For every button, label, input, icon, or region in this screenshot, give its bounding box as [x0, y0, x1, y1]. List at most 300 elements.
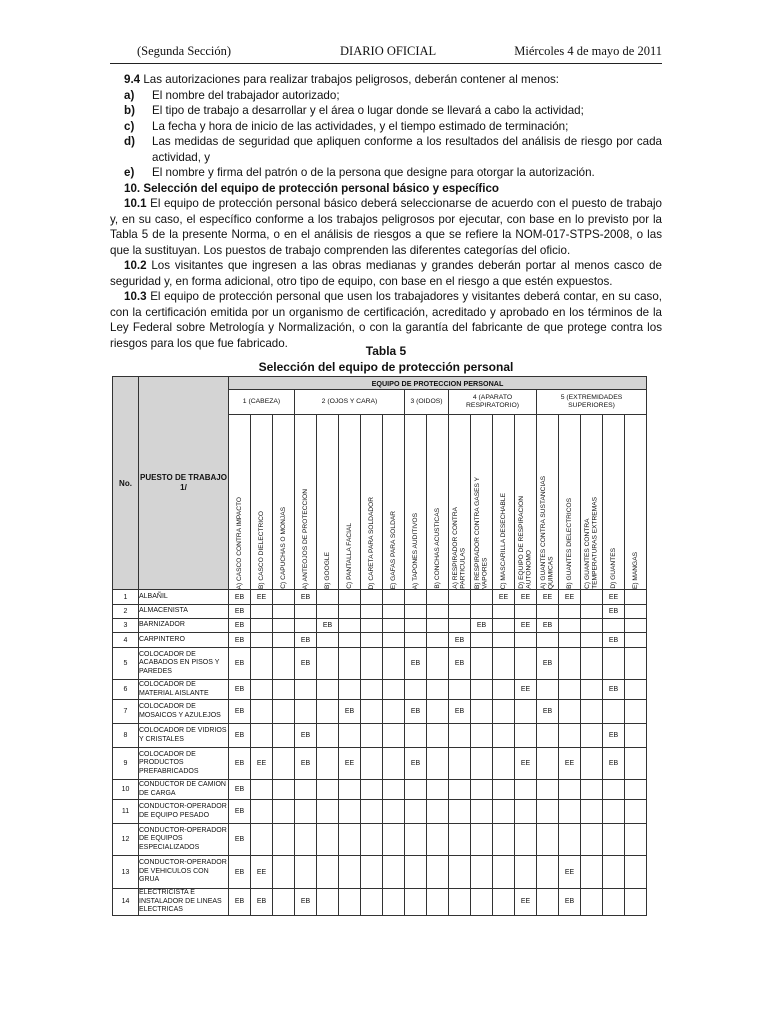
- table-cell: [339, 889, 361, 916]
- table-row: [113, 824, 647, 856]
- header-section: (Segunda Sección): [137, 44, 232, 58]
- group-header: 4 (APARATO RESPIRATORIO): [449, 390, 537, 415]
- table-row: [113, 724, 647, 748]
- equipment-column-header: [405, 415, 427, 590]
- table-cell: [405, 633, 427, 648]
- table-cell: [251, 648, 273, 680]
- equipment-column-header: [471, 415, 493, 590]
- table-cell: [251, 619, 273, 633]
- group-header: 2 (OJOS Y CARA): [295, 390, 405, 415]
- table-cell: [427, 619, 449, 633]
- table-cell: [273, 633, 295, 648]
- equipment-column-header: [625, 415, 647, 590]
- row-number: 10: [113, 780, 139, 800]
- list-letter: a): [124, 88, 135, 102]
- table-cell: [427, 648, 449, 680]
- row-number: 2: [113, 605, 139, 619]
- table-cell: EB: [449, 700, 471, 724]
- table-cell: [273, 824, 295, 856]
- table-cell: [383, 680, 405, 700]
- table-cell: [581, 800, 603, 824]
- table-cell: EB: [251, 889, 273, 916]
- table-cell: [361, 590, 383, 605]
- table-cell: EB: [229, 824, 251, 856]
- table-cell: [361, 680, 383, 700]
- table-cell: [581, 619, 603, 633]
- table-cell: [537, 800, 559, 824]
- table-cell: [449, 748, 471, 780]
- table-cell: [295, 824, 317, 856]
- table-cell: [273, 856, 295, 889]
- table-cell: [625, 748, 647, 780]
- equipment-label: A) CASCO CONTRA IMPACTO: [235, 496, 243, 589]
- equipment-label: B) GUANTES DIELECTRICOS: [565, 498, 573, 589]
- table-cell: [273, 700, 295, 724]
- table-cell: [515, 800, 537, 824]
- table-cell: [273, 648, 295, 680]
- table-cell: [537, 889, 559, 916]
- table-cell: [625, 800, 647, 824]
- table-cell: [295, 605, 317, 619]
- table-cell: EB: [603, 605, 625, 619]
- table-cell: [427, 800, 449, 824]
- table-cell: EB: [449, 633, 471, 648]
- table-cell: [625, 824, 647, 856]
- table-cell: [537, 748, 559, 780]
- table-cell: [251, 800, 273, 824]
- table-cell: [405, 605, 427, 619]
- equipment-column-header: [581, 415, 603, 590]
- table-cell: [493, 724, 515, 748]
- table-cell: [603, 619, 625, 633]
- table-cell: [471, 590, 493, 605]
- table-cell: [339, 724, 361, 748]
- table-cell: [361, 800, 383, 824]
- table-cell: EE: [515, 590, 537, 605]
- table-cell: [515, 724, 537, 748]
- table-cell: [273, 680, 295, 700]
- table-cell: [339, 648, 361, 680]
- table-cell: [317, 590, 339, 605]
- table-cell: [339, 619, 361, 633]
- row-number: 6: [113, 680, 139, 700]
- table-cell: [471, 605, 493, 619]
- equipment-label: B) RESPIRADOR CONTRA GASES Y VAPORES: [474, 477, 489, 589]
- list-text: El nombre del trabajador autorizado;: [152, 88, 340, 102]
- equipment-label: A) ANTEOJOS DE PROTECCION: [301, 488, 309, 589]
- table-cell: EB: [229, 633, 251, 648]
- table-cell: EE: [251, 748, 273, 780]
- table-row: [113, 633, 647, 648]
- table-cell: [581, 680, 603, 700]
- equipment-label: C) MASCARILLA DESECHABLE: [499, 492, 507, 589]
- table-cell: [361, 619, 383, 633]
- table-cell: [405, 619, 427, 633]
- table-cell: [251, 824, 273, 856]
- table-cell: [361, 824, 383, 856]
- table-cell: [405, 780, 427, 800]
- table-cell: [559, 633, 581, 648]
- table-cell: EB: [559, 889, 581, 916]
- table-cell: [427, 680, 449, 700]
- equipment-label: A) TAPONES AUDITIVOS: [411, 512, 419, 589]
- table-cell: [317, 633, 339, 648]
- table-cell: [295, 800, 317, 824]
- row-number: 14: [113, 889, 139, 916]
- list-letter: e): [124, 166, 135, 179]
- table-cell: [251, 680, 273, 700]
- table-cell: [559, 700, 581, 724]
- table-cell: [273, 590, 295, 605]
- table-cell: EB: [537, 619, 559, 633]
- table-cell: [471, 748, 493, 780]
- table-cell: [625, 724, 647, 748]
- table-cell: [493, 619, 515, 633]
- table-cell: [317, 748, 339, 780]
- table-cell: [339, 856, 361, 889]
- table-cell: [295, 700, 317, 724]
- table-cell: [361, 633, 383, 648]
- section-number: 10.3: [124, 290, 147, 303]
- equipment-column-header: [317, 415, 339, 590]
- table-cell: [383, 619, 405, 633]
- table-cell: [361, 856, 383, 889]
- table-cell: [537, 780, 559, 800]
- table-cell: [317, 700, 339, 724]
- table-cell: [449, 605, 471, 619]
- table-cell: EE: [559, 856, 581, 889]
- header-puesto: PUESTO DE TRABAJO 1/: [139, 377, 229, 590]
- table-cell: [493, 605, 515, 619]
- group-header: 3 (OIDOS): [405, 390, 449, 415]
- table-cell: [427, 605, 449, 619]
- row-puesto: ALBAÑIL: [139, 590, 229, 605]
- table-cell: [581, 780, 603, 800]
- table-cell: [405, 590, 427, 605]
- table-cell: [383, 824, 405, 856]
- table-cell: EB: [295, 633, 317, 648]
- table-cell: EE: [251, 590, 273, 605]
- equipment-column-header: [427, 415, 449, 590]
- equipment-column-header: [449, 415, 471, 590]
- table-cell: [317, 856, 339, 889]
- table-cell: [383, 780, 405, 800]
- table-row: [113, 605, 647, 619]
- table-cell: [317, 800, 339, 824]
- table-cell: EB: [603, 748, 625, 780]
- table-cell: [581, 889, 603, 916]
- paragraph-text: Las autorizaciones para realizar trabajos peligrosos, deberán contener al menos:: [140, 73, 560, 86]
- table-cell: EB: [229, 748, 251, 780]
- table-cell: [251, 633, 273, 648]
- table-cell: [317, 605, 339, 619]
- equipment-label: D) CARETA PARA SOLDADOR: [367, 496, 375, 589]
- table-cell: [493, 856, 515, 889]
- table-cell: [581, 590, 603, 605]
- table-cell: EB: [603, 633, 625, 648]
- paragraph-10-2: [110, 258, 662, 289]
- table-cell: [339, 800, 361, 824]
- table-cell: [559, 800, 581, 824]
- table-cell: [559, 724, 581, 748]
- table-cell: EB: [229, 648, 251, 680]
- table-cell: [339, 824, 361, 856]
- row-puesto: CARPINTERO: [139, 633, 229, 648]
- table-cell: [361, 748, 383, 780]
- header-equipo: EQUIPO DE PROTECCION PERSONAL: [229, 377, 647, 390]
- table-cell: [515, 605, 537, 619]
- table-cell: [339, 590, 361, 605]
- equipment-label: D) EQUIPO DE RESPIRACION AUTONOMO: [518, 496, 533, 589]
- equipment-label: C) CAPUCHAS O MONJAS: [279, 507, 287, 589]
- table-cell: [537, 633, 559, 648]
- table-cell: [625, 680, 647, 700]
- table-cell: [383, 800, 405, 824]
- paragraph-10-3: [110, 289, 662, 351]
- table-cell: [449, 889, 471, 916]
- equipment-label: E) MANGAS: [631, 551, 639, 589]
- table-cell: [559, 648, 581, 680]
- table-cell: EE: [559, 590, 581, 605]
- table-cell: [273, 780, 295, 800]
- row-number: 9: [113, 748, 139, 780]
- table-cell: [471, 724, 493, 748]
- table-cell: EB: [295, 648, 317, 680]
- row-number: 5: [113, 648, 139, 680]
- table-cell: [317, 680, 339, 700]
- section-number: 9.4: [124, 73, 141, 86]
- table-cell: EB: [295, 889, 317, 916]
- equipment-label: A) RESPIRADOR CONTRA PARTICULAS: [452, 507, 467, 589]
- table-cell: EB: [295, 724, 317, 748]
- row-puesto: COLOCADOR DE ACABADOS EN PISOS Y PAREDES: [139, 648, 229, 680]
- table-cell: [537, 856, 559, 889]
- table-cell: [273, 748, 295, 780]
- table-cell: [449, 619, 471, 633]
- table-cell: [559, 619, 581, 633]
- table-cell: [361, 648, 383, 680]
- list-item-d: [110, 134, 662, 165]
- header-divider: [110, 63, 662, 64]
- table-cell: [251, 700, 273, 724]
- row-puesto: COLOCADOR DE MATERIAL AISLANTE: [139, 680, 229, 700]
- row-puesto: BARNIZADOR: [139, 619, 229, 633]
- row-number: 4: [113, 633, 139, 648]
- table-cell: EB: [229, 680, 251, 700]
- table-cell: [405, 680, 427, 700]
- list-item-c: [110, 119, 662, 135]
- table-cell: [559, 780, 581, 800]
- table-cell: [471, 633, 493, 648]
- equipment-column-header: [493, 415, 515, 590]
- table-cell: [295, 780, 317, 800]
- paragraph-9-4: [110, 72, 662, 88]
- table-cell: EE: [515, 748, 537, 780]
- table-cell: [493, 800, 515, 824]
- row-puesto: ALMACENISTA: [139, 605, 229, 619]
- table-cell: [449, 680, 471, 700]
- row-puesto: COLOCADOR DE VIDRIOS Y CRISTALES: [139, 724, 229, 748]
- row-number: 7: [113, 700, 139, 724]
- table-cell: [405, 856, 427, 889]
- table-cell: EB: [405, 748, 427, 780]
- table-cell: [581, 856, 603, 889]
- table-cell: [493, 700, 515, 724]
- table-cell: EE: [493, 590, 515, 605]
- row-number: 8: [113, 724, 139, 748]
- equipment-column-header: [229, 415, 251, 590]
- table-cell: [515, 700, 537, 724]
- paragraph-text: Los visitantes que ingresen a las obras medianas y grandes deberán portar al menos casco de seguridad y, en forma adicional, otro tipo de equipo, con base en el riesgo a que estén expuestos.: [110, 259, 662, 288]
- table-cell: [405, 824, 427, 856]
- ppe-selection-table: [112, 376, 647, 916]
- table-cell: EB: [537, 648, 559, 680]
- table-row: [113, 619, 647, 633]
- table-cell: [625, 856, 647, 889]
- table-cell: [251, 780, 273, 800]
- equipment-label: E) GAFAS PARA SOLDAR: [389, 510, 397, 589]
- table-cell: [625, 700, 647, 724]
- equipment-column-header: [339, 415, 361, 590]
- table-cell: [295, 619, 317, 633]
- table-cell: EE: [537, 590, 559, 605]
- table-cell: [449, 590, 471, 605]
- table-cell: [383, 648, 405, 680]
- table-cell: [405, 724, 427, 748]
- table-label: Tabla 5: [365, 344, 407, 358]
- table-cell: [581, 648, 603, 680]
- header-date: Miércoles 4 de mayo de 2011: [514, 44, 662, 58]
- list-item-e: [110, 165, 662, 181]
- table-cell: [317, 889, 339, 916]
- equipment-label: A) GUANTES CONTRA SUSTANCIAS QUIMICAS: [540, 475, 555, 589]
- row-puesto: CONDUCTOR-OPERADOR DE VEHICULOS CON GRUA: [139, 856, 229, 889]
- header-publication: DIARIO OFICIAL: [340, 44, 437, 58]
- group-header: 1 (CABEZA): [229, 390, 295, 415]
- table-cell: [427, 700, 449, 724]
- table-cell: [383, 748, 405, 780]
- list-letter: c): [124, 119, 135, 133]
- section-10-title: 10. Selección del equipo de protección personal básico y específico: [124, 181, 499, 195]
- table-cell: [493, 748, 515, 780]
- table-cell: EB: [405, 648, 427, 680]
- table-cell: [581, 824, 603, 856]
- list-text: Las medidas de seguridad que apliquen conforme a los resultados del análisis de riesgo por cada actividad, y: [152, 135, 662, 164]
- table-cell: EB: [317, 619, 339, 633]
- table-cell: [317, 780, 339, 800]
- table-cell: EB: [229, 856, 251, 889]
- table-cell: [493, 680, 515, 700]
- table-title: Selección del equipo de protección personal: [258, 360, 514, 374]
- table-cell: [449, 800, 471, 824]
- equipment-column-header: [515, 415, 537, 590]
- equipment-column-header: [383, 415, 405, 590]
- row-puesto: COLOCADOR DE PRODUCTOS PREFABRICADOS: [139, 748, 229, 780]
- equipment-label: D) GUANTES: [609, 548, 617, 589]
- table-cell: [361, 700, 383, 724]
- equipment-label: C) GUANTES CONTRA TEMPERATURAS EXTREMAS: [584, 497, 599, 589]
- table-cell: [273, 605, 295, 619]
- table-cell: EB: [295, 748, 317, 780]
- row-number: 1: [113, 590, 139, 605]
- table-row: [113, 800, 647, 824]
- table-cell: [537, 724, 559, 748]
- table-cell: [449, 780, 471, 800]
- table-cell: [295, 856, 317, 889]
- table-cell: [625, 605, 647, 619]
- table-cell: [581, 605, 603, 619]
- table-cell: [383, 856, 405, 889]
- equipment-label: B) GOOGLE: [323, 551, 331, 589]
- table-cell: [251, 724, 273, 748]
- row-number: 12: [113, 824, 139, 856]
- table-cell: [603, 648, 625, 680]
- table-cell: EB: [229, 800, 251, 824]
- table-cell: [361, 780, 383, 800]
- row-puesto: ELECTRICISTA E INSTALADOR DE LINEAS ELECTRICAS: [139, 889, 229, 916]
- table-cell: [581, 700, 603, 724]
- table-cell: EB: [449, 648, 471, 680]
- table-cell: [625, 780, 647, 800]
- table-cell: EB: [229, 700, 251, 724]
- equipment-label: B) CONCHAS ACUSTICAS: [433, 508, 441, 589]
- table-cell: EB: [229, 724, 251, 748]
- table-cell: [537, 824, 559, 856]
- table-cell: [471, 889, 493, 916]
- table-cell: [515, 824, 537, 856]
- table-cell: [625, 648, 647, 680]
- table-cell: [559, 680, 581, 700]
- table-cell: EB: [537, 700, 559, 724]
- table-cell: EE: [515, 889, 537, 916]
- row-puesto: COLOCADOR DE MOSAICOS Y AZULEJOS: [139, 700, 229, 724]
- table-cell: [493, 633, 515, 648]
- table-cell: [317, 648, 339, 680]
- table-cell: [383, 590, 405, 605]
- table-cell: EE: [251, 856, 273, 889]
- table-cell: [515, 633, 537, 648]
- page-header: [110, 44, 662, 60]
- table-cell: [251, 605, 273, 619]
- section-number: 10.2: [124, 259, 147, 272]
- table-cell: EB: [405, 700, 427, 724]
- table-cell: [603, 800, 625, 824]
- table-cell: [273, 800, 295, 824]
- table-cell: EB: [229, 605, 251, 619]
- list-item-a: [110, 88, 662, 104]
- table-cell: [383, 605, 405, 619]
- row-number: 11: [113, 800, 139, 824]
- table-cell: [471, 856, 493, 889]
- table-cell: [581, 633, 603, 648]
- table-row: [113, 780, 647, 800]
- table-cell: [339, 605, 361, 619]
- table-cell: EE: [559, 748, 581, 780]
- table-cell: [493, 824, 515, 856]
- row-puesto: CONDUCTOR-OPERADOR DE EQUIPO PESADO: [139, 800, 229, 824]
- table-cell: [537, 680, 559, 700]
- equipment-column-header: [603, 415, 625, 590]
- table-cell: [559, 605, 581, 619]
- table-cell: [405, 800, 427, 824]
- table-cell: EE: [339, 748, 361, 780]
- paragraph-text: El equipo de protección personal básico deberá seleccionarse de acuerdo con el puesto de trabajo y, en su caso, el específico conforme a los trabajos peligrosos por ejecutar, con base en lo previsto por la Tabla 5 de la presente Norma, o en el análisis de riesgos a que se refiere la NOM-017-STPS-2008, o las que la sustituyan. Los puestos de trabajo comprenden las diferentes categorías del oficio.: [110, 197, 662, 257]
- table-cell: [383, 633, 405, 648]
- table-row: [113, 700, 647, 724]
- table-cell: EB: [229, 780, 251, 800]
- table-cell: [427, 590, 449, 605]
- table-cell: [361, 889, 383, 916]
